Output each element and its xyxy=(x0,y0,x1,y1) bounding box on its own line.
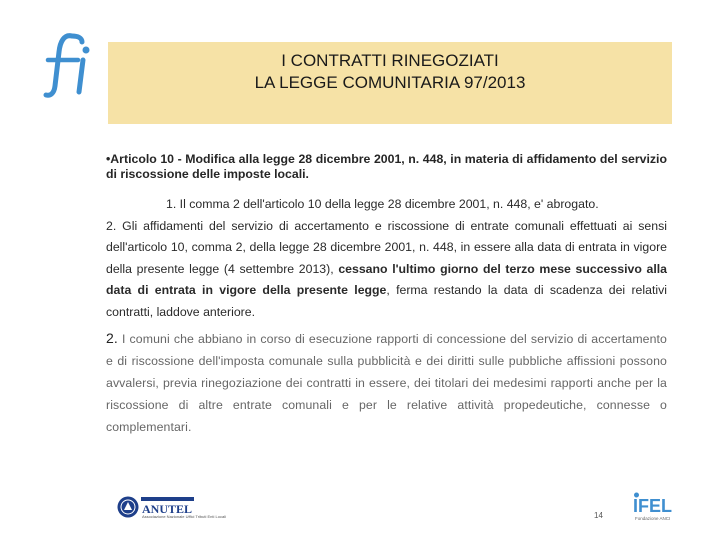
title-box xyxy=(108,42,672,124)
anutel-logo xyxy=(116,494,226,520)
paragraph-2-start: 2. Gli affidamenti del servizio di accertamento e riscossione di entrate comunali effettuati ai sensi dell'articolo 10, comma 2, della legge 28 dicembre 2001, n. 448, in essere alla data di entrata in vigore della presente legge (4 settembre 2013), xyxy=(106,218,667,276)
article-heading: •Articolo 10 - Modifica alla legge 28 dicembre 2001, n. 448, in materia di affidamento del servizio di riscossione delle imposte locali. xyxy=(106,152,667,181)
title-line-2: LA LEGGE COMUNITARIA 97/2013 xyxy=(254,73,526,92)
ifel-label: IFEL xyxy=(633,496,672,516)
ifel-logo xyxy=(633,490,683,522)
paragraph-2-end: , ferma restando la data di scadenza dei relativi contratti, laddove anteriore. xyxy=(106,283,667,319)
fi-logo-icon xyxy=(42,30,102,102)
anutel-label: ANUTEL xyxy=(142,502,193,516)
paragraph-1: 1. Il comma 2 dell'articolo 10 della legge 28 dicembre 2001, n. 448, e' abrogato. xyxy=(166,197,599,211)
page-number: 14 xyxy=(594,511,603,520)
title-line-1: I CONTRATTI RINEGOZIATI xyxy=(281,51,499,70)
anutel-subtitle: Associazione Nazionale Uffici Tributi Enti Locali xyxy=(142,514,226,519)
ifel-subtitle: Fondazione ANCI xyxy=(635,516,671,521)
document-body xyxy=(106,152,667,438)
paragraph-3 xyxy=(106,327,667,438)
paragraph-3-number: 2. xyxy=(106,330,118,346)
paragraph-3-text: I comuni che abbiano in corso di esecuzione rapporti di concessione del servizio di accertamento e di riscossione dell'imposta comunale sulla pubblicità e dei diritti sulle pubbliche affissioni possono avvalersi, previa rinegoziazione dei contratti in essere, dei titolari dei medesimi rapporti anche per la riscossione di altre entrate comunali e per le relative attività propedeutiche, connesse o complementari. xyxy=(106,332,667,434)
paragraph-2 xyxy=(106,216,667,324)
paragraph-2-bold: cessano l'ultimo giorno del terzo mese successivo alla data di entrata in vigore della presente legge xyxy=(106,261,668,297)
